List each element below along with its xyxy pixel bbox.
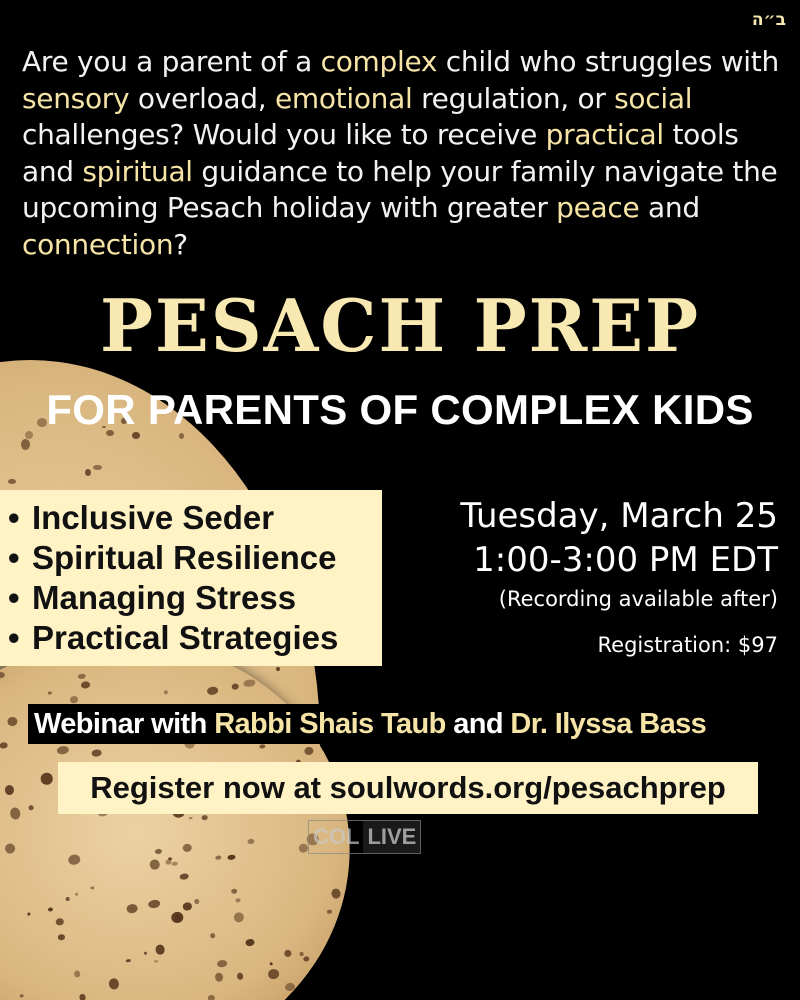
matzah-spot <box>155 849 163 855</box>
matzah-spot <box>215 855 222 861</box>
matzah-spot <box>327 910 332 914</box>
topic-label: Inclusive Seder <box>32 499 275 536</box>
matzah-spot <box>154 960 158 963</box>
matzah-spot <box>210 932 215 938</box>
registration-price: Registration: $97 <box>597 633 778 657</box>
webinar-joiner: and <box>445 708 511 740</box>
matzah-spot <box>284 949 292 957</box>
matzah-spot <box>245 939 255 947</box>
matzah-spot <box>6 716 17 727</box>
matzah-spot <box>227 855 235 861</box>
matzah-spot <box>163 690 168 695</box>
matzah-spot <box>259 744 265 749</box>
topic-label: Managing Stress <box>32 579 297 616</box>
intro-paragraph <box>22 44 792 263</box>
matzah-spot <box>27 913 31 916</box>
matzah-spot <box>236 972 243 979</box>
matzah-spot <box>0 742 8 749</box>
matzah-spot <box>48 907 53 912</box>
matzah-spot <box>10 807 22 820</box>
topic-item: • Spiritual Resilience <box>8 539 337 576</box>
matzah-spot <box>328 682 335 689</box>
host-name-2: Dr. Ilyssa Bass <box>510 708 707 740</box>
matzah-spot <box>20 994 24 998</box>
matzah-spot <box>93 465 101 470</box>
host-name-1: Rabbi Shais Taub <box>214 708 446 740</box>
highlight-word: complex <box>320 45 438 78</box>
matzah-spot <box>307 979 313 984</box>
event-date: Tuesday, March 25 <box>460 496 778 536</box>
matzah-spot <box>77 673 86 679</box>
matzah-spot <box>147 899 160 909</box>
highlight-word: emotional <box>274 81 413 115</box>
topic-label: Practical Strategies <box>32 619 339 656</box>
matzah-spot <box>21 439 30 450</box>
matzah-spot <box>189 816 193 819</box>
matzah-spot <box>56 746 69 756</box>
event-details <box>398 494 778 660</box>
matzah-spot <box>125 959 131 963</box>
matzah-spot <box>85 469 91 476</box>
matzah-spot <box>149 859 160 870</box>
matzah-spot <box>304 746 314 755</box>
highlight-word: connection <box>22 227 174 261</box>
topic-label: Spiritual Resilience <box>32 539 337 576</box>
matzah-spot <box>231 888 238 894</box>
intro-text: tools and <box>22 118 739 188</box>
matzah-spot <box>182 844 192 853</box>
matzah-spot <box>319 956 323 959</box>
matzah-spot <box>68 854 81 866</box>
matzah-spot <box>216 960 228 968</box>
matzah-spot <box>199 379 203 382</box>
watermark-live: LIVE <box>363 821 420 853</box>
matzah-spot <box>303 956 309 962</box>
matzah-spot <box>349 910 362 923</box>
matzah-spot <box>172 862 178 867</box>
watermark-col: COL <box>313 824 360 849</box>
matzah-spot <box>247 838 254 844</box>
event-time: 1:00-3:00 PM EDT <box>473 540 778 580</box>
matzah-spot <box>251 458 256 461</box>
highlight-word: peace <box>556 191 640 224</box>
matzah-spot <box>126 903 139 914</box>
highlight-word: spiritual <box>82 154 193 188</box>
matzah-spot <box>194 899 199 905</box>
matzah-spot <box>81 681 91 689</box>
topics-box <box>0 490 382 666</box>
topic-item: • Inclusive Seder <box>8 499 275 536</box>
matzah-spot <box>331 888 341 899</box>
intro-text: child who struggles with <box>437 45 779 78</box>
matzah-spot <box>75 893 79 896</box>
collive-watermark <box>308 820 421 854</box>
matzah-spot <box>267 969 280 980</box>
matzah-spot <box>201 815 208 820</box>
topics-list <box>8 498 382 658</box>
matzah-spot <box>48 691 52 695</box>
bh-mark: ב״ה <box>751 10 786 30</box>
event-title: PESACH PREP <box>99 283 701 368</box>
matzah-spot <box>66 897 71 901</box>
topic-item: • Practical Strategies <box>8 619 339 656</box>
matzah-spot <box>0 671 5 678</box>
matzah-spot <box>243 679 255 688</box>
event-subtitle: FOR PARENTS OF COMPLEX KIDS <box>46 386 754 433</box>
matzah-spot <box>317 964 321 968</box>
intro-text: ? <box>173 227 188 261</box>
matzah-spot <box>270 962 273 966</box>
intro-text: challenges? Would you like to receive <box>22 118 546 151</box>
matzah-spot <box>171 911 184 923</box>
matzah-spot <box>311 968 321 977</box>
matzah-spot <box>284 982 295 991</box>
matzah-spot <box>231 683 239 691</box>
matzah-spot <box>214 972 223 982</box>
highlight-word: practical <box>545 118 664 151</box>
matzah-spot <box>70 696 78 703</box>
matzah-spot <box>109 978 120 990</box>
matzah-spot <box>344 900 348 904</box>
topic-item: • Managing Stress <box>8 579 297 616</box>
matzah-spot <box>155 944 165 955</box>
intro-text: guidance to help your family navigate the upcoming Pesach holiday with greater <box>22 154 778 224</box>
webinar-hosts <box>28 704 712 744</box>
matzah-spot <box>73 970 80 978</box>
intro-text: and <box>639 191 700 224</box>
intro-text: regulation, or <box>412 81 615 115</box>
matzah-spot <box>207 995 215 1000</box>
intro-text: Are you a parent of a <box>22 45 321 78</box>
intro-text: overload, <box>129 81 275 115</box>
matzah-spot <box>28 804 34 810</box>
webinar-prefix: Webinar with <box>34 708 215 740</box>
matzah-spot <box>182 902 193 911</box>
matzah-spot <box>79 994 86 1000</box>
matzah-spot <box>40 772 53 785</box>
matzah-spot <box>143 952 146 956</box>
matzah-spot <box>179 873 188 880</box>
matzah-spot <box>4 785 15 796</box>
matzah-spot <box>207 686 219 695</box>
matzah-spot <box>57 934 66 941</box>
register-link[interactable]: Register now at soulwords.org/pesachprep <box>58 762 758 814</box>
matzah-spot <box>276 667 280 671</box>
matzah-spot <box>90 886 95 890</box>
matzah-spot <box>4 843 16 854</box>
matzah-spot <box>300 952 304 956</box>
highlight-word: sensory <box>22 81 130 115</box>
matzah-spot <box>56 918 65 925</box>
highlight-word: social <box>614 81 693 115</box>
recording-note: (Recording available after) <box>498 587 778 611</box>
matzah-spot <box>235 898 241 902</box>
matzah-spot <box>8 479 16 484</box>
matzah-spot <box>91 749 102 758</box>
matzah-spot <box>233 911 245 923</box>
